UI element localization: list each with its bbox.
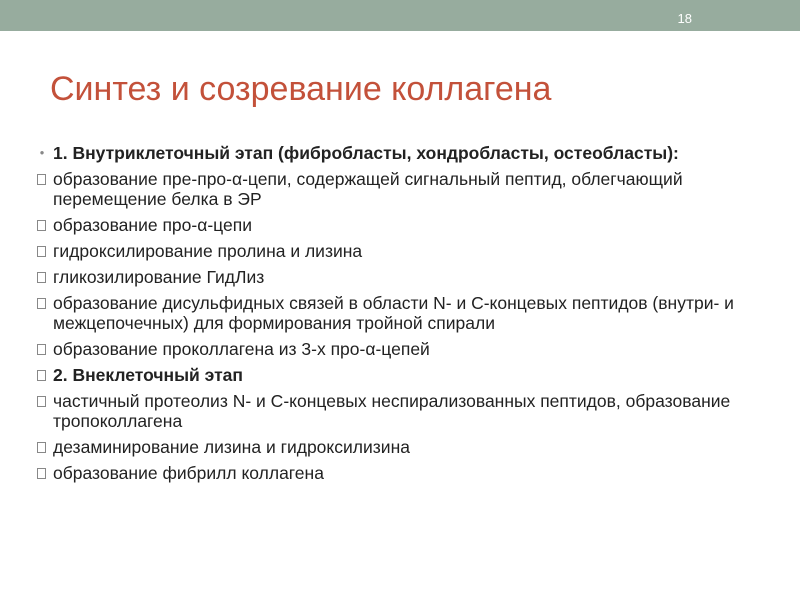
box-bullet-icon — [37, 442, 46, 453]
list-item-text: дезаминирование лизина и гидроксилизина — [53, 437, 410, 457]
list-item — [36, 241, 736, 261]
box-bullet-icon — [37, 246, 46, 257]
list-item-text: 1. Внутриклеточный этап (фибробласты, хондробласты, остеобласты): — [53, 143, 679, 163]
list-item — [36, 143, 736, 163]
list-item — [36, 169, 736, 209]
list-item — [36, 267, 736, 287]
list-item — [36, 339, 736, 359]
list-item-text: образование фибрилл коллагена — [53, 463, 324, 483]
list-item-text: гликозилирование ГидЛиз — [53, 267, 265, 287]
box-bullet-icon — [37, 298, 46, 309]
list-item-text: образование про-α-цепи — [53, 215, 252, 235]
list-item — [36, 365, 736, 385]
box-bullet-icon — [37, 344, 46, 355]
box-bullet-icon — [37, 272, 46, 283]
list-item — [36, 215, 736, 235]
top-bar — [0, 0, 800, 31]
slide-number: 18 — [677, 11, 692, 26]
slide-title: Синтез и созревание коллагена — [50, 70, 552, 108]
list-item — [36, 293, 736, 333]
list-item-text: образование проколлагена из 3-х про-α-цепей — [53, 339, 430, 359]
box-bullet-icon — [37, 396, 46, 407]
dot-bullet-icon: ● — [39, 148, 45, 157]
list-item — [36, 391, 736, 431]
box-bullet-icon — [37, 174, 46, 185]
list-item-text: гидроксилирование пролина и лизина — [53, 241, 363, 261]
list-item-text: образование дисульфидных связей в области N- и С-концевых пептидов (внутри- и межцепочечных) для формирования тройной спирали — [53, 293, 734, 333]
box-bullet-icon — [37, 220, 46, 231]
box-bullet-icon — [37, 370, 46, 381]
list-item-text: 2. Внеклеточный этап — [53, 365, 243, 385]
content-list — [36, 143, 736, 489]
box-bullet-icon — [37, 468, 46, 479]
list-item-text: частичный протеолиз N- и С-концевых неспирализованных пептидов, образование тропоколлагена — [53, 391, 731, 431]
list-item — [36, 437, 736, 457]
list-item — [36, 463, 736, 483]
list-item-text: образование пре-про-α-цепи, содержащей сигнальный пептид, облегчающий перемещение белка в ЭР — [53, 169, 683, 209]
